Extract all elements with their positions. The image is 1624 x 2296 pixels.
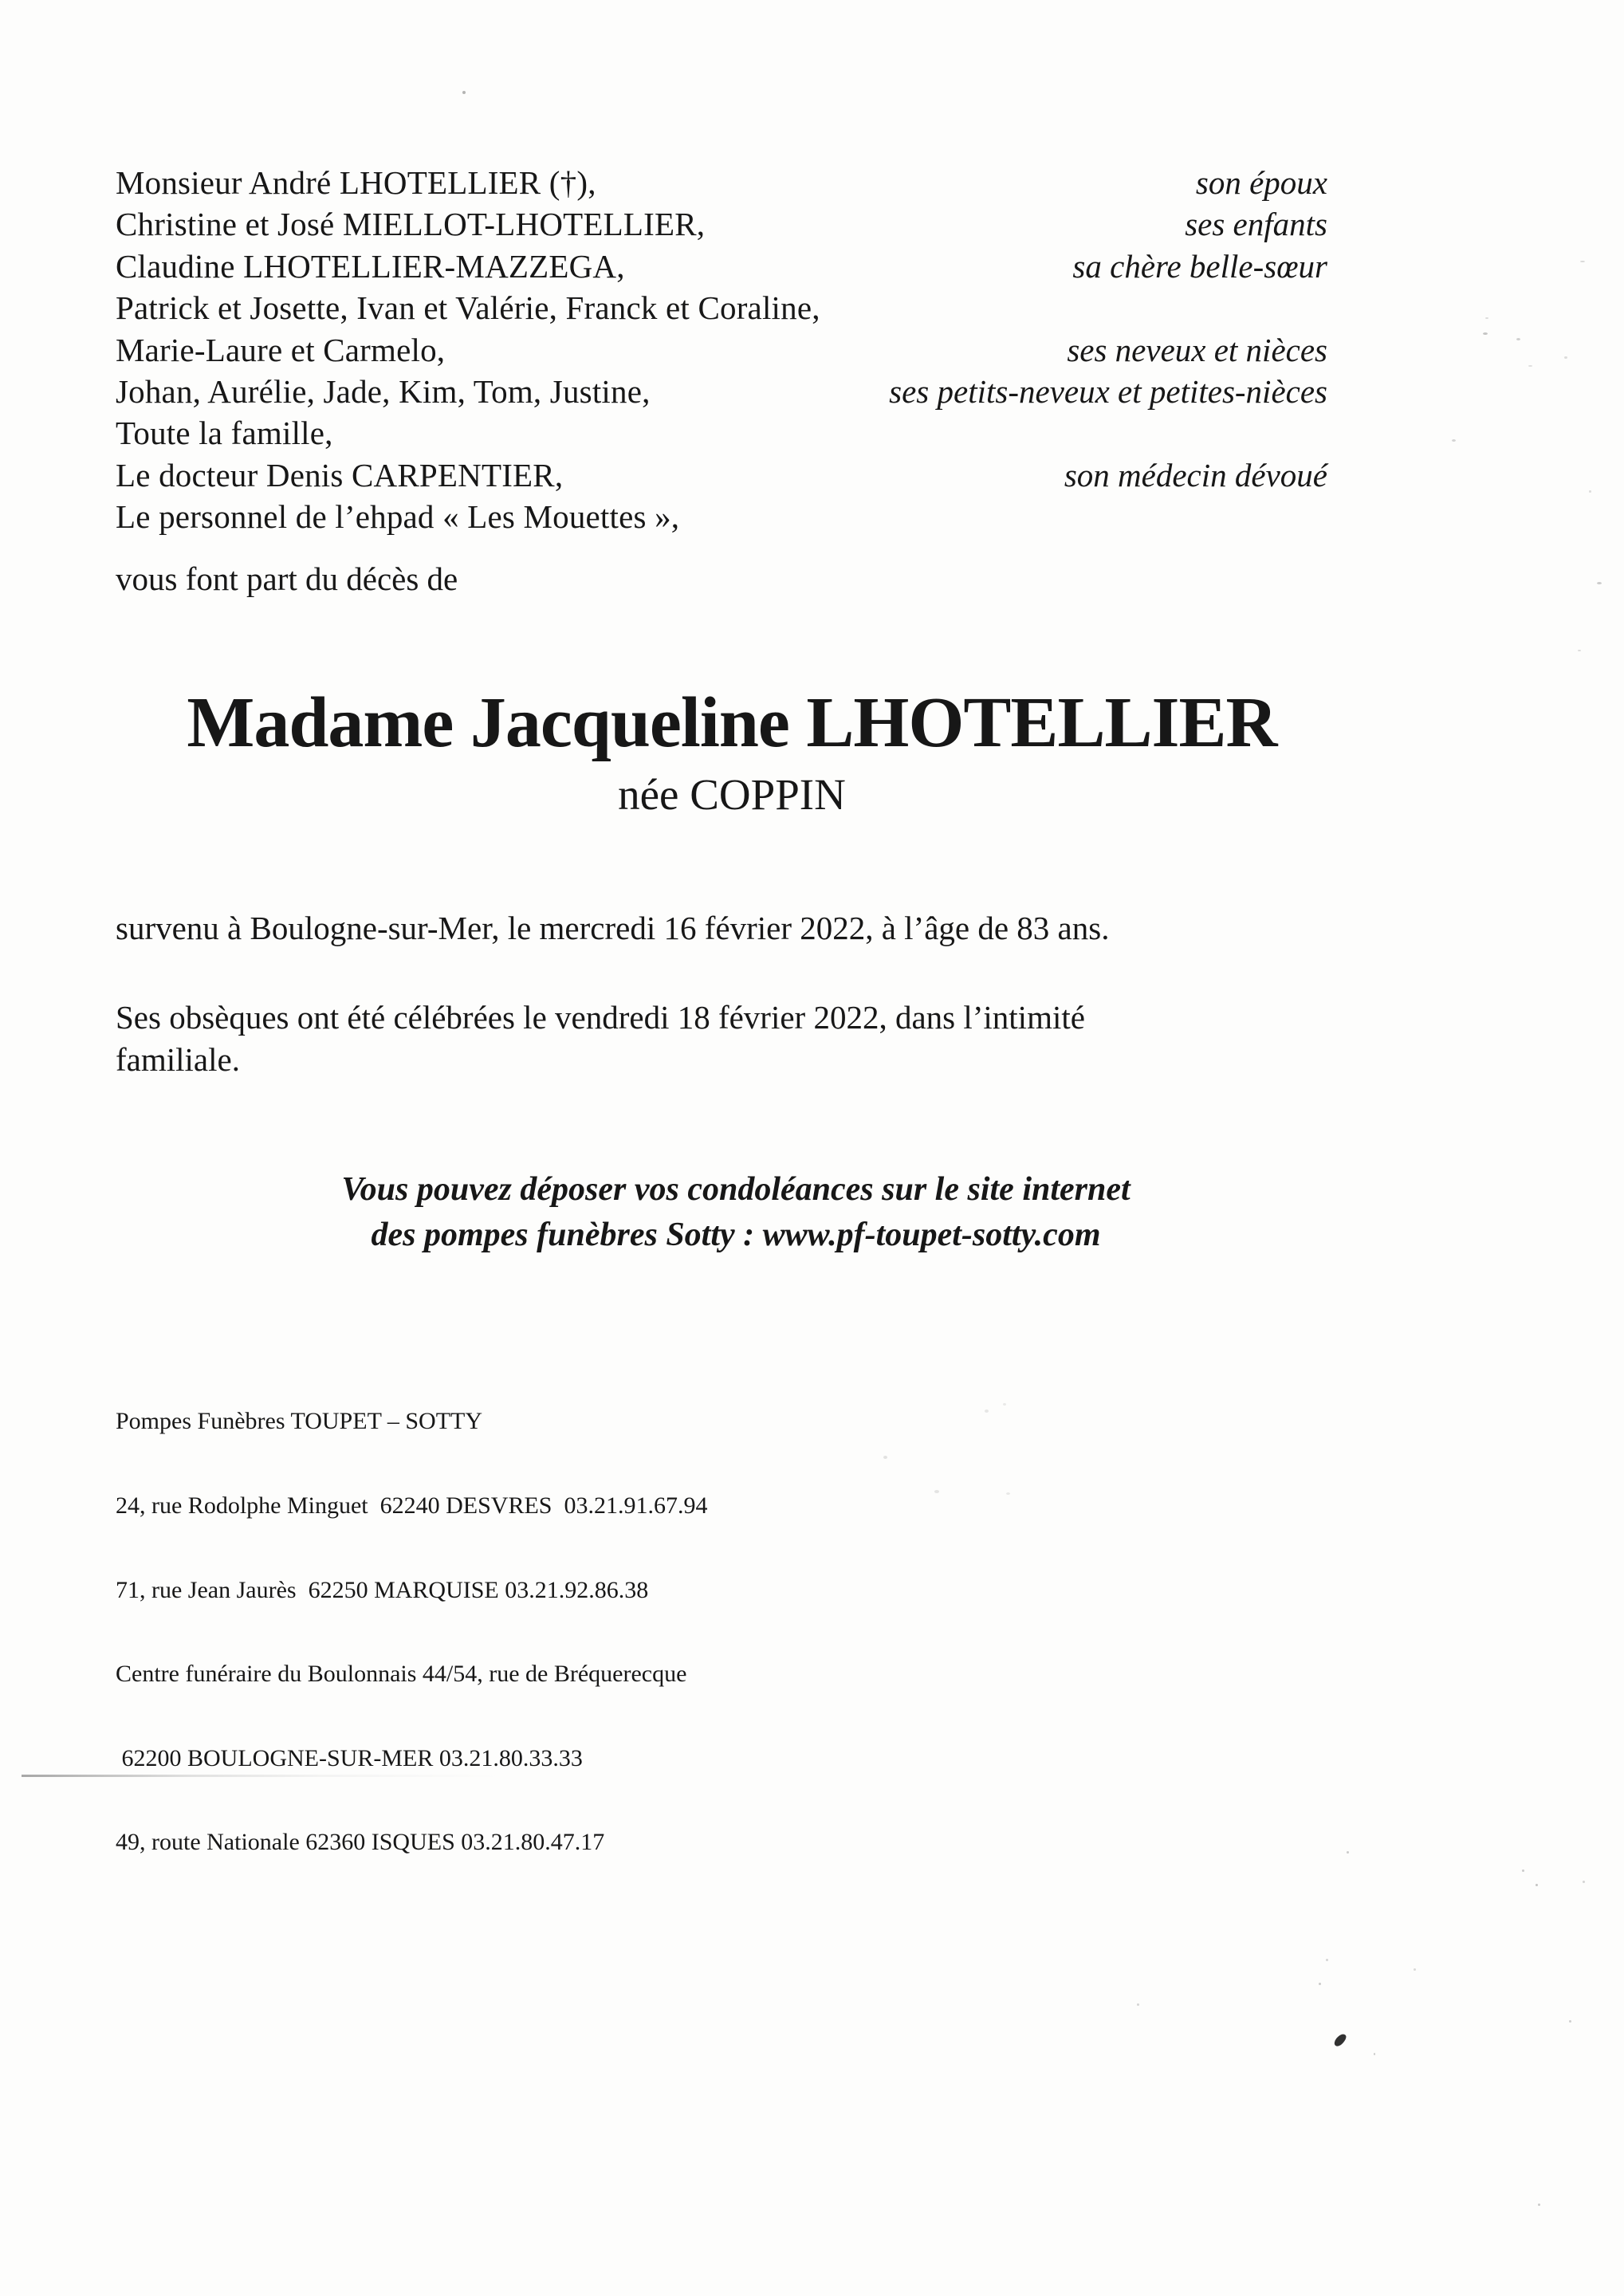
death-notice: survenu à Boulogne-sur-Mer, le mercredi 16 février 2022, à l’âge de 83 ans. (116, 910, 1110, 946)
scan-speck (1483, 332, 1488, 335)
funeral-home-address: Centre funéraire du Boulonnais 44/54, rue de Bréquerecque (116, 1661, 687, 1688)
funeral-home-address: 24, rue Rodolphe Minguet 62240 DESVRES 03.21.91.67.94 (116, 1492, 708, 1520)
condolences-message (58, 1167, 1414, 1258)
family-member: Johan, Aurélie, Jade, Kim, Tom, Justine, (116, 372, 651, 410)
family-member: Le personnel de l’ehpad « Les Mouettes », (116, 498, 680, 536)
funeral-home-name: Pompes Funèbres TOUPET – SOTTY (116, 1408, 483, 1435)
scan-speck (1347, 1851, 1349, 1854)
scan-speck (1414, 1968, 1416, 1971)
funeral-notice-line: familiale. (116, 1041, 240, 1078)
relationship-label: ses enfants (1185, 206, 1327, 243)
scan-speck (1326, 1959, 1328, 1961)
scan-speck (1580, 261, 1585, 262)
condolences-line: des pompes funèbres Sotty : www.pf-toupet-sotty.com (371, 1217, 1101, 1253)
ink-spot (1333, 2032, 1348, 2048)
family-line (116, 331, 1327, 372)
funeral-home-address: 62200 BOULOGNE-SUR-MER 03.21.80.33.33 (116, 1744, 583, 1771)
scan-speck (985, 1409, 989, 1413)
scan-speck (934, 1490, 939, 1493)
relationship-label: ses neveux et nièces (1067, 331, 1327, 368)
condolences-line: Vous pouvez déposer vos condoléances sur le site internet (341, 1171, 1131, 1208)
pencil-smudge-line (22, 1775, 500, 1777)
scan-speck (1006, 1492, 1010, 1495)
maiden-name: née COPPIN (618, 770, 846, 820)
family-member: Christine et José MIELLOT-LHOTELLIER, (116, 206, 706, 243)
family-line (116, 247, 1327, 289)
scan-speck (1564, 356, 1567, 359)
family-member: Monsieur André LHOTELLIER (†), (116, 164, 596, 201)
family-list (116, 163, 1327, 540)
family-line (116, 163, 1327, 205)
scan-speck (1485, 317, 1488, 319)
scan-speck (1536, 1884, 1538, 1886)
family-member: Le docteur Denis CARPENTIER, (116, 456, 564, 493)
scan-speck (1597, 582, 1602, 584)
family-line (116, 456, 1327, 497)
family-line (116, 497, 1327, 539)
relationship-label: son époux (1195, 164, 1327, 201)
funeral-notice (116, 997, 1085, 1081)
funeral-home-address: 71, rue Jean Jaurès 62250 MARQUISE 03.21.92.86.38 (116, 1576, 649, 1603)
family-member: Patrick et Josette, Ivan et Valérie, Franck et Coraline, (116, 289, 820, 327)
scan-speck (1538, 2204, 1540, 2206)
announcement-intro: vous font part du décès de (116, 560, 458, 597)
relationship-label: son médecin dévoué (1064, 456, 1327, 493)
scan-speck (1578, 650, 1581, 651)
scan-speck (1374, 2053, 1375, 2055)
deceased-name: Madame Jacqueline LHOTELLIER (187, 683, 1277, 762)
deceased-title-block (54, 684, 1410, 820)
relationship-label: ses petits-neveux et petites-nièces (889, 372, 1327, 410)
family-member: Toute la famille, (116, 415, 333, 452)
funeral-notice-line: Ses obsèques ont été célébrées le vendredi 18 février 2022, dans l’intimité (116, 999, 1085, 1036)
scan-speck (1528, 365, 1532, 367)
relationship-label: sa chère belle-sœur (1072, 247, 1327, 285)
funeral-home-address: 49, route Nationale 62360 ISQUES 03.21.80.47.17 (116, 1829, 605, 1856)
family-line (116, 205, 1327, 246)
family-line (116, 289, 1327, 330)
family-line (116, 414, 1327, 455)
scan-speck (1589, 490, 1591, 493)
scan-speck (1319, 1983, 1321, 1985)
scan-speck (462, 91, 466, 94)
scan-speck (1137, 2003, 1139, 2006)
family-member: Claudine LHOTELLIER-MAZZEGA, (116, 247, 625, 285)
scan-speck (1452, 439, 1456, 442)
family-member: Marie-Laure et Carmelo, (116, 331, 446, 368)
scan-speck (1522, 1869, 1524, 1872)
scan-speck (1516, 338, 1520, 340)
scan-speck (1569, 2020, 1571, 2023)
family-line (116, 372, 1327, 414)
scan-speck (1003, 1403, 1006, 1406)
funeral-home-block (116, 1351, 708, 1913)
scan-speck (883, 1456, 887, 1459)
scan-speck (1583, 1881, 1585, 1883)
